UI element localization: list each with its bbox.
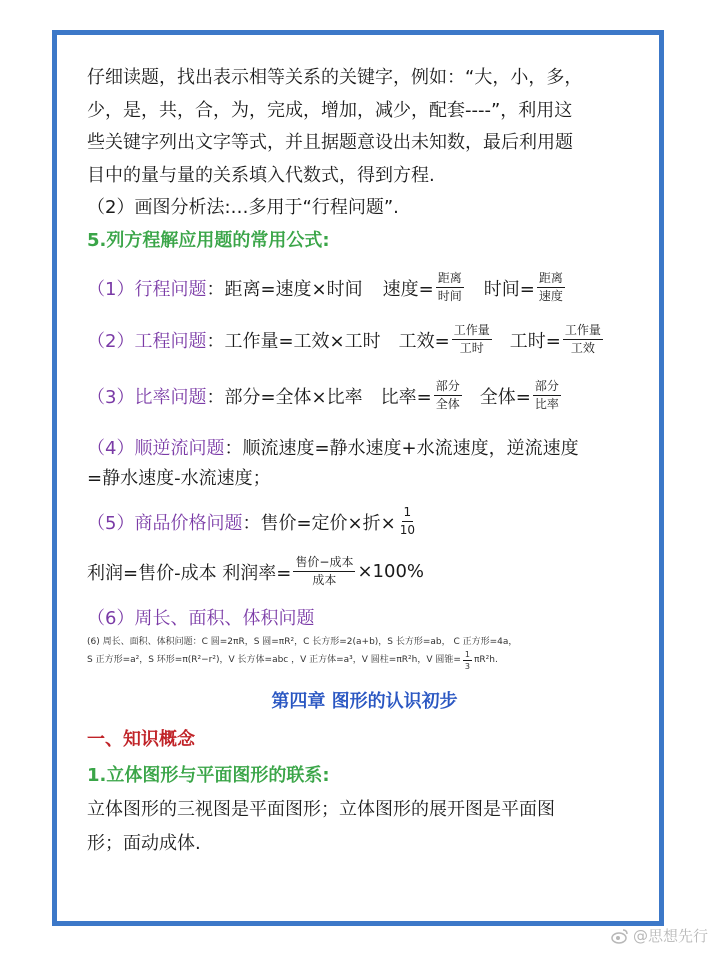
formula-label: （6）周长、面积、体积问题 [87,607,315,629]
intro-line: 些关键字列出文字等式，并且据题意设出未知数，最后利用题 [87,132,573,153]
formula-prefix: 时间= [483,278,535,300]
fraction: $\frac{\text{距离}}{\text{速度}}$ [538,271,563,303]
formula-text: ：售价=定价×折× [242,512,396,534]
formula-text: ：顺流速度=静水速度+水流速度，逆流速度 [224,437,579,459]
body-line: 立体图形的三视图是平面图形；立体图形的展开图是平面图 [87,798,555,820]
formula-stream-cont [87,462,642,492]
formula-text: ：距离=速度×时间 [206,278,363,300]
intro-line: 仔细读题，找出表示相等关系的关键字，例如：“大，小，多， [87,67,583,88]
fraction: $\frac{\text{部分}}{\text{比率}}$ [534,379,559,411]
geometry-formulas-line: S 正方形=a²，S 环形=π(R²−r²)，V 长方体=abc ，V 正方体=a³，V 圆柱=πR²h，V 圆锥= $\frac{1}{3}$ πR²h. [87,649,498,671]
fraction: $\frac{\text{售价−成本}}{\text{成本}}$ [295,555,354,587]
formula-price [87,502,642,542]
formula-prefix: 比率= [380,386,432,408]
formula-work [87,320,642,360]
fraction: $\frac{\text{距离}}{\text{时间}}$ [437,271,462,303]
knowledge-title: 一、知识概念 [87,728,195,750]
formula-prefix: 全体= [479,386,531,408]
formula-text: ×100% [357,561,424,582]
subsection-title: 1.立体图形与平面图形的联系: [87,764,330,786]
formula-text: ：部分=全体×比率 [206,386,363,408]
formula-text: 利润=售价-成本 利润率= [87,562,292,584]
watermark-text: @思想先行 [632,927,708,945]
weibo-icon [611,928,629,944]
formula-label: （5）商品价格问题 [87,512,243,534]
formula-text: =静水速度-水流速度； [87,467,271,489]
chapter-title: 第四章 图形的认识初步 [271,690,458,712]
fraction: $\frac{\text{工作量}}{\text{工效}}$ [564,323,601,355]
formula-label: （2）工程问题 [87,330,207,352]
intro-line: （2）画图分析法:…多用于“行程问题”. [87,197,399,218]
intro-line: 少，是，共，合，为，完成，增加，减少，配套----”，利用这 [87,99,573,121]
formula-label: （3）比率问题 [87,386,207,408]
fraction: $\frac{\text{部分}}{\text{全体}}$ [435,379,460,411]
formula-prefix: 工效= [398,330,450,352]
fraction: $\frac{1}{10}$ [399,505,415,537]
formula-prefix: 速度= [382,278,434,300]
formula-profit [87,550,642,594]
formula-ratio [87,376,642,416]
geometry-formulas-line: (6) 周长、面积、体积问题：C 圆=2πR，S 圆=πR²，C 长方形=2(a+b)，S 长方形=ab， C 正方形=4a， [87,636,518,647]
formula-label: （1）行程问题 [87,278,207,300]
formula-geometry [87,602,642,632]
formula-travel [87,268,642,308]
formula-label: （4）顺逆流问题 [87,437,225,459]
body-line: 形；面动成体. [87,832,201,854]
fraction: $\frac{1}{3}$ [464,649,470,671]
formula-stream [87,432,642,462]
section5-title: 5.列方程解应用题的常用公式: [87,229,330,251]
formula-prefix: 工时= [509,330,561,352]
fraction: $\frac{\text{工作量}}{\text{工时}}$ [453,323,490,355]
document-frame [52,30,664,926]
watermark [611,925,708,946]
intro-line: 目中的量与量的关系填入代数式，得到方程. [87,164,435,186]
document-content [87,63,642,859]
formula-text: ：工作量=工效×工时 [206,330,381,352]
